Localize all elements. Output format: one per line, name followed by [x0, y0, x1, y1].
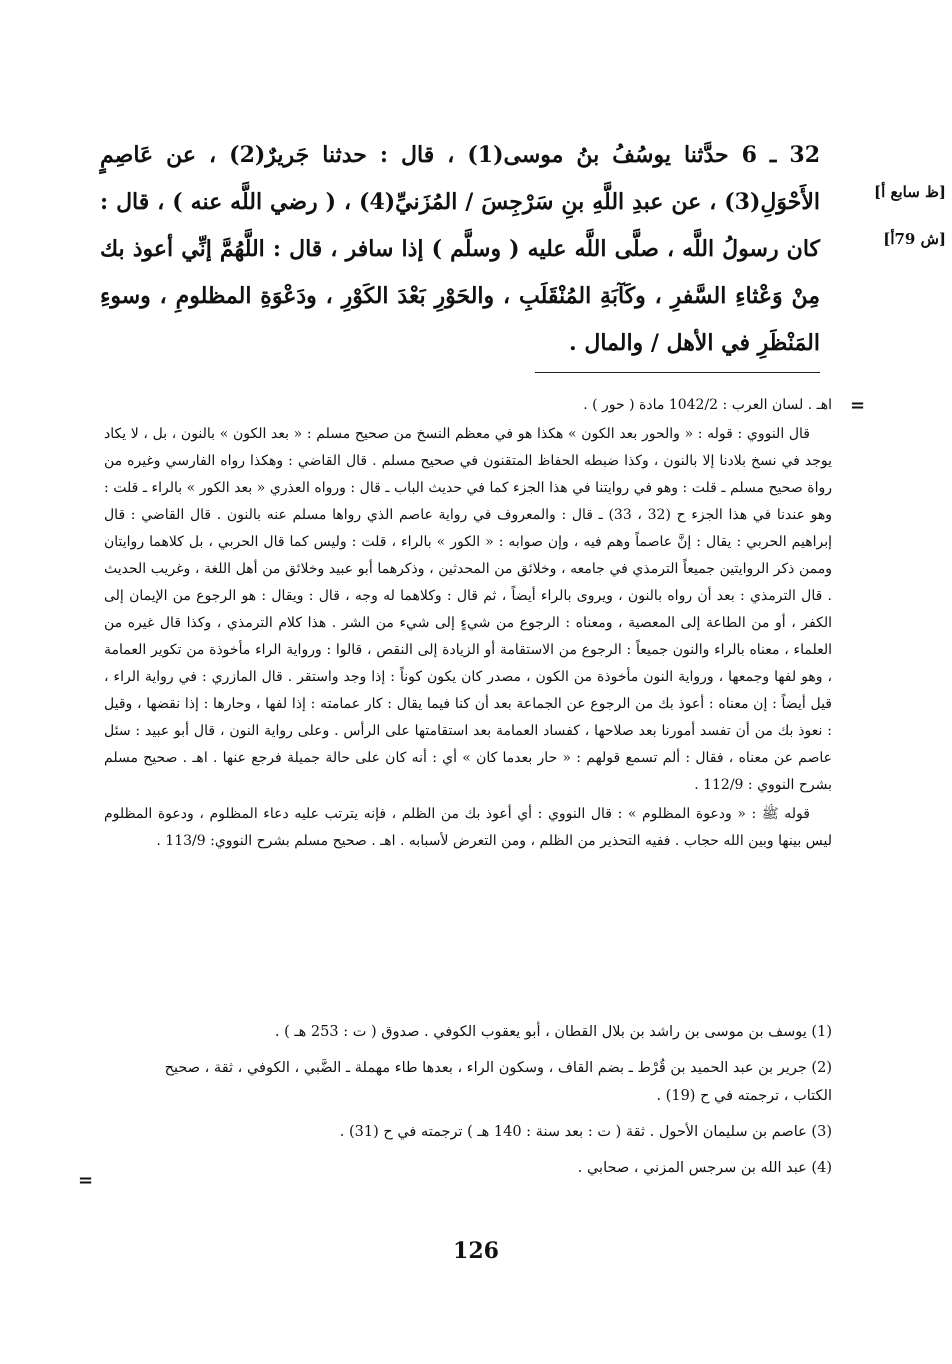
commentary-para-2: قال النووي : قوله : « والحور بعد الكون » هكذا هو في معظم النسخ من صحيح مسلم : « بعد الكون » بالنون ، بل ، لا يكاد يوجد في نسخ بلادنا إلا بالنون ، وكذا ضبطه الحفاظ المتقنون في صحيح مسلم . قال القاضي : وهكذا رواه الفارسي وغيره من رواة صحيح مسلم ـ قلت : وهو في روايتنا في هذا الجزء كما في حديث الباب ـ قال : ورواه العذري « بعد الكور » بالراء ـ قلت : وهو عندنا في هذا الجزء ح (32 ، 33) ـ قال : والمعروف في رواية عاصم الذي رواها مسلم عنه بالنون . قال القاضي : قال إبراهيم الحربي : يقال : إنَّ عاصماً وهم فيه ، وإن صوابه : « الكور » بالراء ، قلت : وليس كما قال الحربي ، بل كلاهما روايتان وممن ذكر الروايتين جميعاً الترمذي في جامعه ، وخلائق من المحدثين ، وذكرهما أبو عبيد وخلائق من أهل اللغة ، وغريب الحديث . قال الترمذي : بعد أن رواه بالنون ، ويروى بالراء أيضاً ، ثم قال : وكلاهما له وجه ، قال : ويقال : هو الرجوع من الإيمان إلى الكفر ، أو من الطاعة إلى المعصية ، ومعناه : الرجوع من شيءٍ إلى شيء من الشر . هذا كلام الترمذي ، وكذا قال غيره من العلماء ، معناه بالراء والنون جميعاً : الرجوع من الاستقامة أو الزيادة إلى النقص ، قالوا : ورواية الراء مأخوذة من تكوير العمامة ، وهو لفها وجمعها ، ورواية النون مأخوذة من الكون ، مصدر كان يكون كوناً : إذا وجد واستقر . قال المازري : في رواية الراء ، قيل أيضاً : إن معناه : أعوذ بك من الرجوع عن الجماعة بعد أن كنا فيما يقال : كار عمامته : إذا لفها ، وحارها : إذا نقضها ، وقيل : نعوذ بك من أن تفسد أمورنا بعد صلاحها ، كفساد العمامة بعد استقامتها على الرأس . وعلى رواية النون ، قال أبو عبيد : سئل عاصم عن معناه ، فقال : ألم تسمع قولهم : « حار بعدما كان » أي : أنه كان على حالة جميلة فرجع عنها . اهـ . صحيح مسلم بشرح النووي : 112/9 .	[104, 426, 832, 793]
page-number: 126	[453, 1238, 499, 1264]
footnote-number: (2)	[811, 1060, 832, 1076]
footnote-divider	[535, 372, 820, 373]
hadith-text-block	[100, 132, 820, 367]
continuation-mark-top: =	[850, 395, 866, 416]
footnote-item	[160, 1054, 832, 1110]
footnote-text: عاصم بن سليمان الأحول . ثقة ( ت : بعد سنة : 140 هـ ) ترجمته في ح (31) .	[339, 1124, 807, 1140]
footnote-number: (4)	[811, 1160, 832, 1176]
footnote-text: عبد الله بن سرجس المزني ، صحابي .	[577, 1160, 807, 1176]
margin-note-manuscript-ref-1: [ظ سابع أ]	[874, 183, 946, 201]
commentary-para-3: قوله ﷺ : « ودعوة المظلوم » : قال النووي : أي أعوذ بك من الظلم ، فإنه يترتب عليه دعاء المظلوم ، ودعوة المظلوم ليس بينها وبين الله حجاب . ففيه التحذير من الظلم ، ومن التعرض لأسبابه . اهـ . صحيح مسلم بشرح النووي: 113/9 .	[104, 806, 832, 849]
footnote-text: جرير بن عبد الحميد بن قُرْط ـ بضم القاف ، وسكون الراء ، بعدها طاء مهملة ـ الضَّبي ، الكوفي ، ثقة ، صحيح الكتاب ، ترجمته في ح (19) .	[164, 1060, 832, 1104]
continuation-mark-bottom: =	[78, 1170, 94, 1191]
footnote-number: (3)	[811, 1124, 832, 1140]
footnote-item	[160, 1154, 832, 1182]
commentary-para-1: اهـ . لسان العرب : 1042/2 مادة ( حور ) .	[583, 397, 832, 413]
footnotes-list	[160, 1018, 832, 1190]
footnote-text: يوسف بن موسى بن راشد بن بلال القطان ، أبو يعقوب الكوفي . صدوق ( ت : 253 هـ ) .	[274, 1024, 807, 1040]
footnote-number: (1)	[811, 1024, 832, 1040]
footnote-item	[160, 1118, 832, 1146]
commentary-block	[104, 392, 832, 857]
footnote-item	[160, 1018, 832, 1046]
hadith-text: 32 ـ 6 حدَّثنا يوسُفُ بنُ موسى(1) ، قال : حدثنا جَريرٌ(2) ، عن عَاصِمٍ الأَحْوَلِ(3) ، عن عبدِ اللَّهِ بنِ سَرْجِسَ / المُزَنيِّ(4) ، ( رضي اللَّه عنه ) ، قال : كان رسولُ اللَّه ، صلَّى اللَّه عليه ( وسلَّم ) إذا سافر ، قال : اللَّهُمَّ إنِّي أعوذ بك مِنْ وَعْثاءِ السَّفرِ ، وكَآبَةِ المُنْقَلَبِ ، والحَوْرِ بَعْدَ الكَوْرِ ، ودَعْوَةِ المظلومِ ، وسوءِ المَنْظَرِ في الأهل / والمال .	[100, 142, 821, 356]
margin-note-manuscript-ref-2: [ش 79أ]	[883, 230, 946, 248]
